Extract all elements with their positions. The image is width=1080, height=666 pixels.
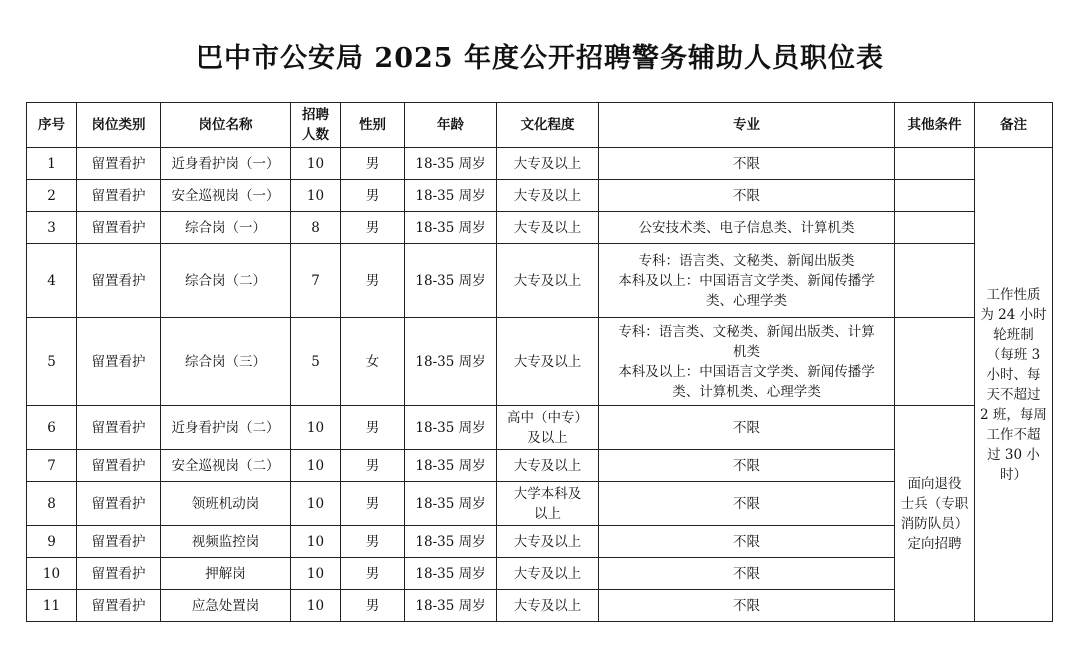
cell-count: 10 [291,406,341,450]
cell-seq: 4 [27,244,77,318]
cell-age: 18-35 周岁 [405,212,497,244]
cell-seq: 1 [27,148,77,180]
cell-other-empty [895,212,975,244]
major-line: 本科及以上：中国语言文学类、新闻传播学 [618,363,875,380]
header-count-line-1: 招聘 [302,107,329,123]
page-title: 巴中市公安局 2025 年度公开招聘警务辅助人员职位表 [196,43,884,74]
cell-major [599,244,895,318]
cell-education [497,482,599,526]
cell-major: 不限 [599,406,895,450]
cell-seq: 2 [27,180,77,212]
cell-education: 大专及以上 [497,450,599,482]
cell-seq: 6 [27,406,77,450]
remark-line: 工作性质 [986,286,1041,303]
remark-line: 工作不超 [986,426,1041,443]
cell-age: 18-35 周岁 [405,482,497,526]
remark-line: 为 24 小时 [980,306,1047,323]
header-age: 年龄 [405,103,497,148]
cell-age: 18-35 周岁 [405,244,497,318]
cell-seq: 8 [27,482,77,526]
other-condition-line: 定向招聘 [907,535,962,552]
header-seq: 序号 [27,103,77,148]
remark-line: 轮班制 [993,326,1034,343]
cell-education: 大专及以上 [497,526,599,558]
header-category: 岗位类别 [77,103,161,148]
cell-age: 18-35 周岁 [405,526,497,558]
header-row [27,103,1053,148]
cell-seq: 11 [27,590,77,622]
cell-major: 不限 [599,450,895,482]
cell-gender: 男 [341,148,405,180]
cell-major: 不限 [599,180,895,212]
cell-name: 押解岗 [161,558,291,590]
major-line: 专科：语言类、文秘类、新闻出版类、计算 [618,323,875,340]
cell-category: 留置看护 [77,212,161,244]
cell-education: 大专及以上 [497,244,599,318]
cell-gender: 男 [341,482,405,526]
cell-category: 留置看护 [77,482,161,526]
header-gender: 性别 [341,103,405,148]
cell-other-empty [895,180,975,212]
cell-education: 大专及以上 [497,590,599,622]
cell-gender: 女 [341,318,405,406]
cell-major: 不限 [599,482,895,526]
cell-category: 留置看护 [77,406,161,450]
cell-name: 领班机动岗 [161,482,291,526]
major-line: 本科及以上：中国语言文学类、新闻传播学 [618,272,875,289]
cell-age: 18-35 周岁 [405,558,497,590]
cell-gender: 男 [341,244,405,318]
table-row [27,180,1053,212]
cell-category: 留置看护 [77,590,161,622]
cell-count: 10 [291,482,341,526]
table-row [27,212,1053,244]
cell-other-condition [895,406,975,622]
header-count-line-2: 人数 [302,127,329,143]
cell-education [497,406,599,450]
cell-name: 视频监控岗 [161,526,291,558]
cell-major: 不限 [599,590,895,622]
cell-name: 安全巡视岗（一） [161,180,291,212]
cell-count: 10 [291,558,341,590]
header-remark: 备注 [975,103,1053,148]
cell-seq: 7 [27,450,77,482]
education-line: 大学本科及 [513,485,582,502]
cell-category: 留置看护 [77,244,161,318]
cell-count: 8 [291,212,341,244]
remark-line: 过 30 小 [987,446,1040,463]
major-line: 机类 [733,343,760,360]
education-line: 以上 [534,505,561,522]
remark-line: 天不超过 [986,386,1041,403]
cell-count: 10 [291,590,341,622]
cell-category: 留置看护 [77,558,161,590]
table-row [27,318,1053,406]
cell-other-empty [895,244,975,318]
cell-major: 不限 [599,558,895,590]
major-line: 类、计算机类、心理学类 [672,383,821,400]
table-row [27,406,1053,450]
cell-gender: 男 [341,406,405,450]
major-line: 专科：语言类、文秘类、新闻出版类 [638,252,855,269]
remark-line: 2 班，每周 [980,406,1047,423]
remark-line: 小时、每 [986,366,1041,383]
position-table [26,102,1053,622]
cell-gender: 男 [341,526,405,558]
cell-name: 近身看护岗（二） [161,406,291,450]
cell-major: 不限 [599,526,895,558]
cell-name: 综合岗（一） [161,212,291,244]
cell-other-empty [895,318,975,406]
cell-name: 综合岗（二） [161,244,291,318]
cell-education: 大专及以上 [497,212,599,244]
cell-remark [975,148,1053,622]
remark-line: 时） [1000,466,1027,483]
cell-seq: 9 [27,526,77,558]
education-line: 高中（中专） [507,409,588,426]
cell-gender: 男 [341,450,405,482]
header-other: 其他条件 [895,103,975,148]
cell-category: 留置看护 [77,526,161,558]
cell-seq: 5 [27,318,77,406]
cell-age: 18-35 周岁 [405,318,497,406]
header-count [291,103,341,148]
cell-education: 大专及以上 [497,180,599,212]
cell-major [599,318,895,406]
cell-major: 公安技术类、电子信息类、计算机类 [599,212,895,244]
cell-age: 18-35 周岁 [405,180,497,212]
cell-gender: 男 [341,558,405,590]
other-condition-line: 面向退役 [907,475,962,492]
cell-count: 7 [291,244,341,318]
cell-age: 18-35 周岁 [405,406,497,450]
header-name: 岗位名称 [161,103,291,148]
cell-age: 18-35 周岁 [405,590,497,622]
cell-age: 18-35 周岁 [405,450,497,482]
cell-age: 18-35 周岁 [405,148,497,180]
education-line: 及以上 [527,429,568,446]
header-major: 专业 [599,103,895,148]
table-row [27,244,1053,318]
cell-name: 近身看护岗（一） [161,148,291,180]
cell-category: 留置看护 [77,318,161,406]
remark-line: （每班 3 [986,346,1041,363]
cell-name: 综合岗（三） [161,318,291,406]
cell-seq: 10 [27,558,77,590]
cell-education: 大专及以上 [497,318,599,406]
cell-category: 留置看护 [77,148,161,180]
cell-gender: 男 [341,590,405,622]
cell-category: 留置看护 [77,450,161,482]
cell-name: 安全巡视岗（二） [161,450,291,482]
table-row [27,148,1053,180]
cell-count: 10 [291,450,341,482]
cell-count: 5 [291,318,341,406]
cell-other-empty [895,148,975,180]
major-line: 类、心理学类 [706,292,787,309]
cell-category: 留置看护 [77,180,161,212]
header-education: 文化程度 [497,103,599,148]
cell-count: 10 [291,526,341,558]
other-condition-line: 消防队员） [900,515,969,532]
cell-education: 大专及以上 [497,558,599,590]
cell-gender: 男 [341,212,405,244]
cell-count: 10 [291,148,341,180]
cell-name: 应急处置岗 [161,590,291,622]
cell-major: 不限 [599,148,895,180]
cell-count: 10 [291,180,341,212]
cell-gender: 男 [341,180,405,212]
cell-education: 大专及以上 [497,148,599,180]
cell-seq: 3 [27,212,77,244]
other-condition-line: 士兵（专职 [900,495,969,512]
